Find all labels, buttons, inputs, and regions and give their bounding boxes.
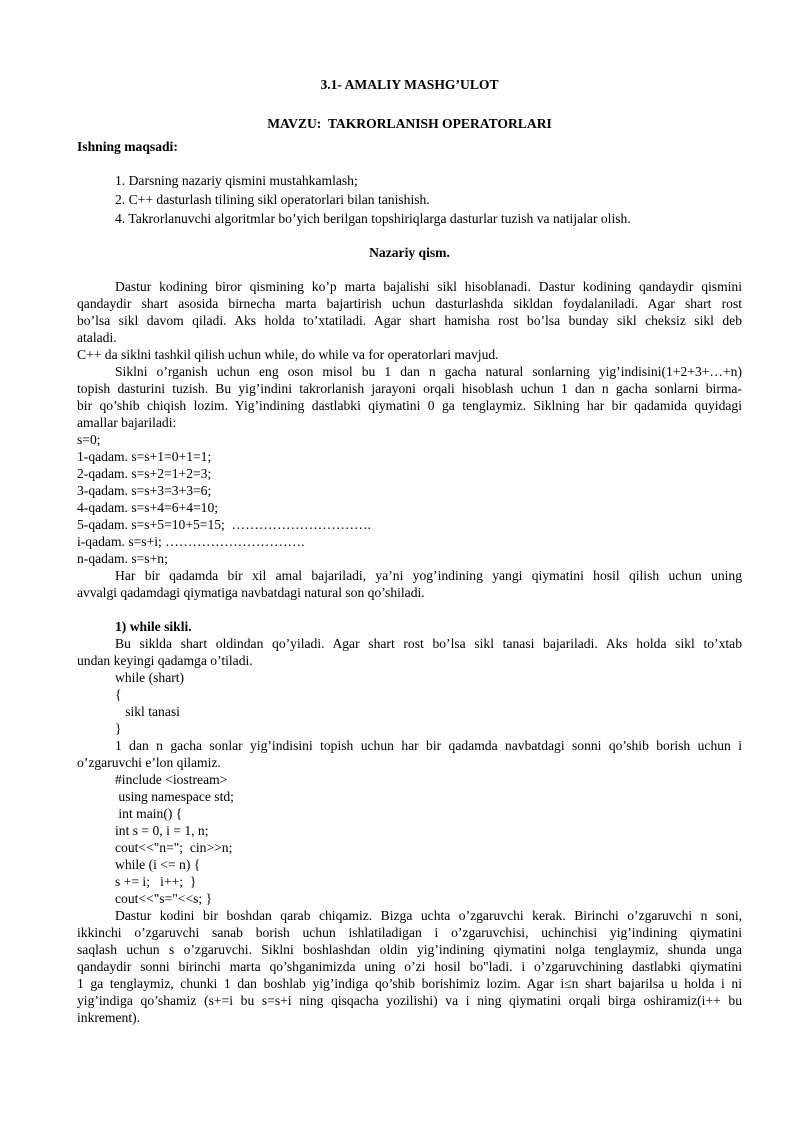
step-line: 2-qadam. s=s+2=1+2=3; (77, 466, 212, 481)
code-line: { (115, 687, 122, 702)
code-line: while (shart) (115, 670, 185, 685)
paragraph-line: saqlash uchun s o’zgaruvchi. Siklni boshlashdan oldin yig’indining qiymatini nolga tenglaymiz, shunda unga (77, 942, 742, 957)
code-line: sikl tanasi (115, 704, 180, 719)
paragraph-line: bir qo’shib chiqish lozim. Yig’indining dastlabki qiymatini 0 ga tenglaymiz. Siklning har bir qadamida quyidagi (77, 398, 742, 413)
paragraph-line: Dastur kodining biror qismining ko’p marta bajalishi sikl hisoblanadi. Dastur kodining qandaydir qismini (115, 279, 742, 294)
paragraph-line: Bu siklda shart oldindan qo’yiladi. Agar shart rost bo’lsa sikl tanasi bajariladi. Aks holda sikl to’xtab (115, 636, 742, 651)
paragraph-line: topish dasturini tuzish. Bu yig’indini takrorlanish jarayoni orqali hisoblash uchun 1 dan n gacha sonlarni birma- (77, 381, 742, 396)
code-line: while (i <= n) { (115, 857, 201, 872)
paragraph-line: qandaydir shart asosida birnecha marta bajartirish uchun dasturlashda sikldan foydalaniladi. Agar shart rost (77, 296, 742, 311)
paragraph-line: inkrement). (77, 1010, 141, 1025)
paragraph-line: ikkinchi o’zgaruvchi sanab borish uchun ishlatiladigan i o’zgaruvchisi, uchinchisi yig’indining qiymatini (77, 925, 742, 940)
paragraph-line: ataladi. (77, 330, 117, 345)
code-line: #include <iostream> (115, 772, 228, 787)
goal-heading: Ishning maqsadi: (77, 139, 178, 154)
code-line: } (115, 721, 122, 736)
paragraph-line: qandaydir sonni birinchi marta qo’shganimizda uning o’zi hosil bo"ladi. i o’zgaruvchining dastlabki qiymatini (77, 959, 742, 974)
goal-item: 2. C++ dasturlash tilining sikl operatorlari bilan tanishish. (115, 192, 430, 207)
paragraph-line: Siklni o’rganish uchun eng oson misol bu 1 dan n gacha natural sonlarning yig’indisini(1+2+3+…+n) (115, 364, 742, 379)
code-line: s += i; i++; } (115, 874, 197, 889)
paragraph-line: avvalgi qadamdagi qiymatiga navbatdagi natural son qo’shiladi. (77, 585, 425, 600)
section-heading: 1) while sikli. (115, 619, 192, 634)
topic-heading: MAVZU: TAKRORLANISH OPERATORLARI (267, 116, 552, 131)
code-line: int main() { (115, 806, 183, 821)
code-line: cout<<"n="; cin>>n; (115, 840, 233, 855)
step-line: i-qadam. s=s+i; …………………………. (77, 534, 305, 549)
paragraph-line: bo’lsa sikl davom qiladi. Aks holda to’xtatiladi. Agar shart hamisha rost bo’lsa bunday sikl cheksiz sikl deb (77, 313, 742, 328)
step-line: n-qadam. s=s+n; (77, 551, 168, 566)
code-line: cout<<"s="<<s; } (115, 891, 213, 906)
step-line: 3-qadam. s=s+3=3+3=6; (77, 483, 212, 498)
goal-item: 4. Takrorlanuvchi algoritmlar bo’yich berilgan topshiriqlarga dasturlar tuzish va natijalar olish. (115, 211, 631, 226)
paragraph-line: Dastur kodini bir boshdan qarab chiqamiz. Bizga uchta o’zgaruvchi kerak. Birinchi o’zgaruvchi n soni, (115, 908, 742, 923)
document-title: 3.1- AMALIY MASHG’ULOT (320, 77, 499, 92)
paragraph-line: undan keyingi qadamga o’tiladi. (77, 653, 253, 668)
step-line: 4-qadam. s=s+4=6+4=10; (77, 500, 219, 515)
paragraph-line: o’zgaruvchi e’lon qilamiz. (77, 755, 221, 770)
paragraph-line: amallar bajariladi: (77, 415, 177, 430)
theory-heading: Nazariy qism. (369, 245, 450, 260)
code-line: int s = 0, i = 1, n; (115, 823, 209, 838)
paragraph-line: 1 ga tenglaymiz, chunki 1 dan boshlab yig’indiga qo’shib borishimiz lozim. Agar i≤n shart bajarilsa u holda i ni (77, 976, 742, 991)
step-line: 1-qadam. s=s+1=0+1=1; (77, 449, 212, 464)
paragraph-line: 1 dan n gacha sonlar yig’indisini topish uchun har bir qadamda navbatdagi sonni qo’shib borish uchun i (115, 738, 742, 753)
paragraph-line: yig’indiga qo’shamiz (s+=i bu s=s+i ning qisqacha yozilishi) va i ning qiymatini orqali birga oshiramiz(i++ bu (77, 993, 742, 1008)
code-line: using namespace std; (115, 789, 234, 804)
paragraph-line: Har bir qadamda bir xil amal bajariladi, ya’ni yog’indining yangi qiymatini hosil qilish uchun uning (115, 568, 742, 583)
goal-item: 1. Darsning nazariy qismini mustahkamlash; (115, 173, 358, 188)
step-line: 5-qadam. s=s+5=10+5=15; …………………………. (77, 517, 371, 532)
paragraph-line: C++ da siklni tashkil qilish uchun while, do while va for operatorlari mavjud. (77, 347, 499, 362)
step-line: s=0; (77, 432, 101, 447)
